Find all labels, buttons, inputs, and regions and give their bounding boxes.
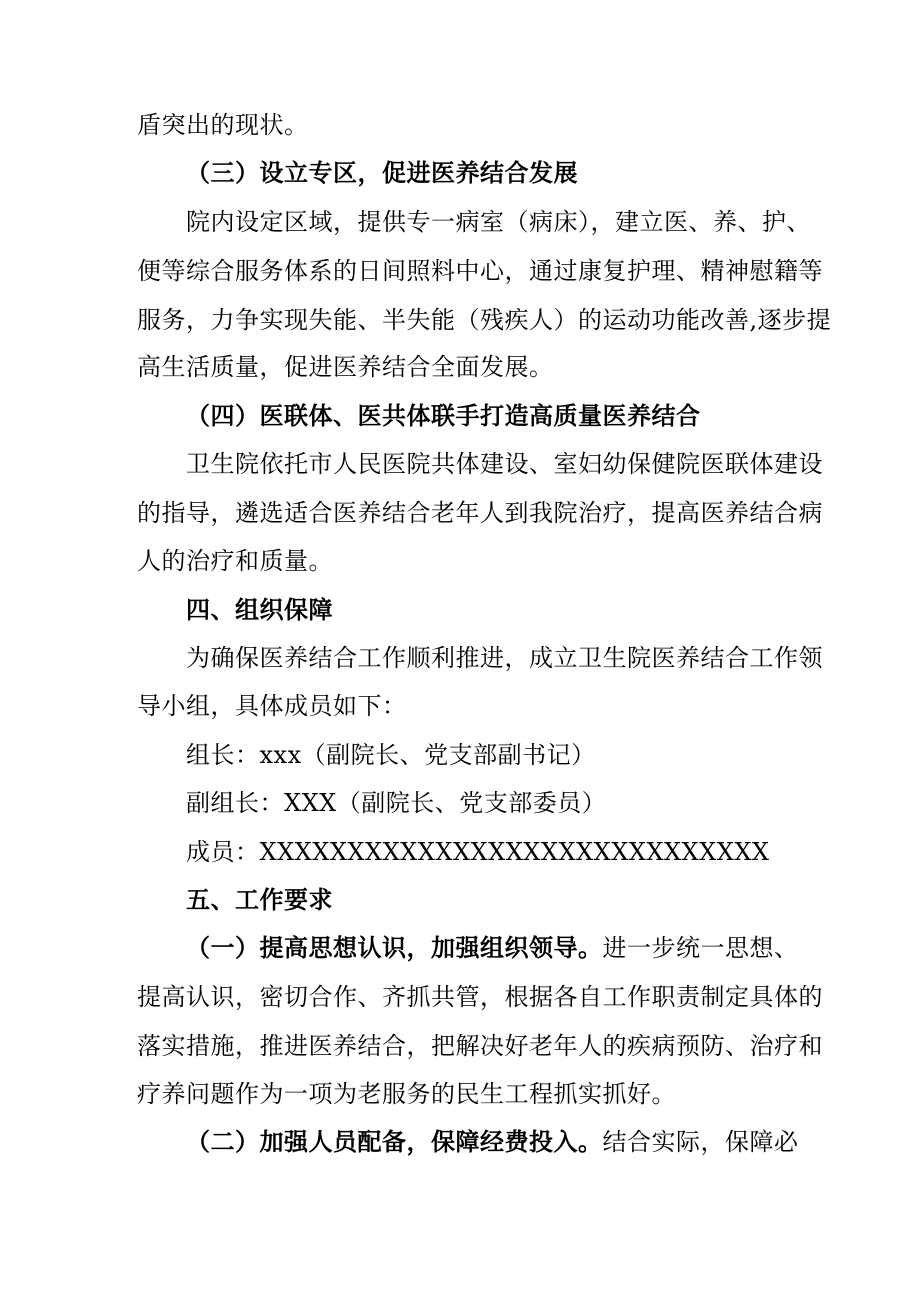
paragraph-line: 提高认识，密切合作、齐抓共管，根据各自工作职责制定具体的 (137, 983, 823, 1011)
paragraph-line: 人的治疗和质量。 (137, 547, 333, 575)
paragraph-line: 服务，力争实现失能、半失能（残疾人）的运动功能改善,逐步提 (137, 306, 832, 334)
section-heading-organization: 四、组织保障 (186, 595, 333, 624)
paragraph-line: 为确保医养结合工作顺利推进，成立卫生院医养结合工作领 (186, 644, 823, 672)
inline-text: 结合实际，保障必 (602, 1128, 799, 1156)
section-heading-4: （四）医联体、医共体联手打造高质量医养结合 (186, 401, 701, 430)
section-heading-requirements: 五、工作要求 (186, 885, 333, 914)
member-deputy-leader: 副组长：XXX（副院长、党支部委员） (186, 789, 607, 817)
paragraph-line: 导小组，具体成员如下： (137, 692, 407, 720)
paragraph-line (186, 1126, 799, 1158)
paragraph-line: 院内设定区域，提供专一病室（病床），建立医、养、护、 (186, 208, 811, 236)
section-heading-3: （三）设立专区，促进医养结合发展 (186, 158, 578, 187)
paragraph-line (186, 932, 799, 964)
inline-text: 进一步统一思想、 (602, 934, 799, 962)
paragraph-line: 落实措施，推进医养结合，把解决好老年人的疾病预防、治疗和 (137, 1032, 823, 1060)
paragraph-line: 的指导，遴选适合医养结合老年人到我院治疗，提高医养结合病 (137, 499, 823, 527)
inline-bold-heading: （二）加强人员配备，保障经费投入。 (186, 1127, 603, 1156)
inline-bold-heading: （一）提高思想认识，加强组织领导。 (186, 933, 603, 962)
member-leader: 组长：xxx（副院长、党支部副书记） (186, 741, 596, 769)
paragraph-continuation-line: 盾突出的现状。 (137, 111, 309, 139)
paragraph-line: 卫生院依托市人民医院共体建设、室妇幼保健院医联体建设 (186, 450, 823, 478)
member-list: 成员：XXXXXXXXXXXXXXXXXXXXXXXXXXXXX (186, 838, 770, 866)
paragraph-line: 高生活质量，促进医养结合全面发展。 (137, 353, 554, 381)
paragraph-line: 疗养问题作为一项为老服务的民生工程抓实抓好。 (137, 1080, 676, 1108)
paragraph-line: 便等综合服务体系的日间照料中心，通过康复护理、精神慰籍等 (137, 257, 823, 285)
